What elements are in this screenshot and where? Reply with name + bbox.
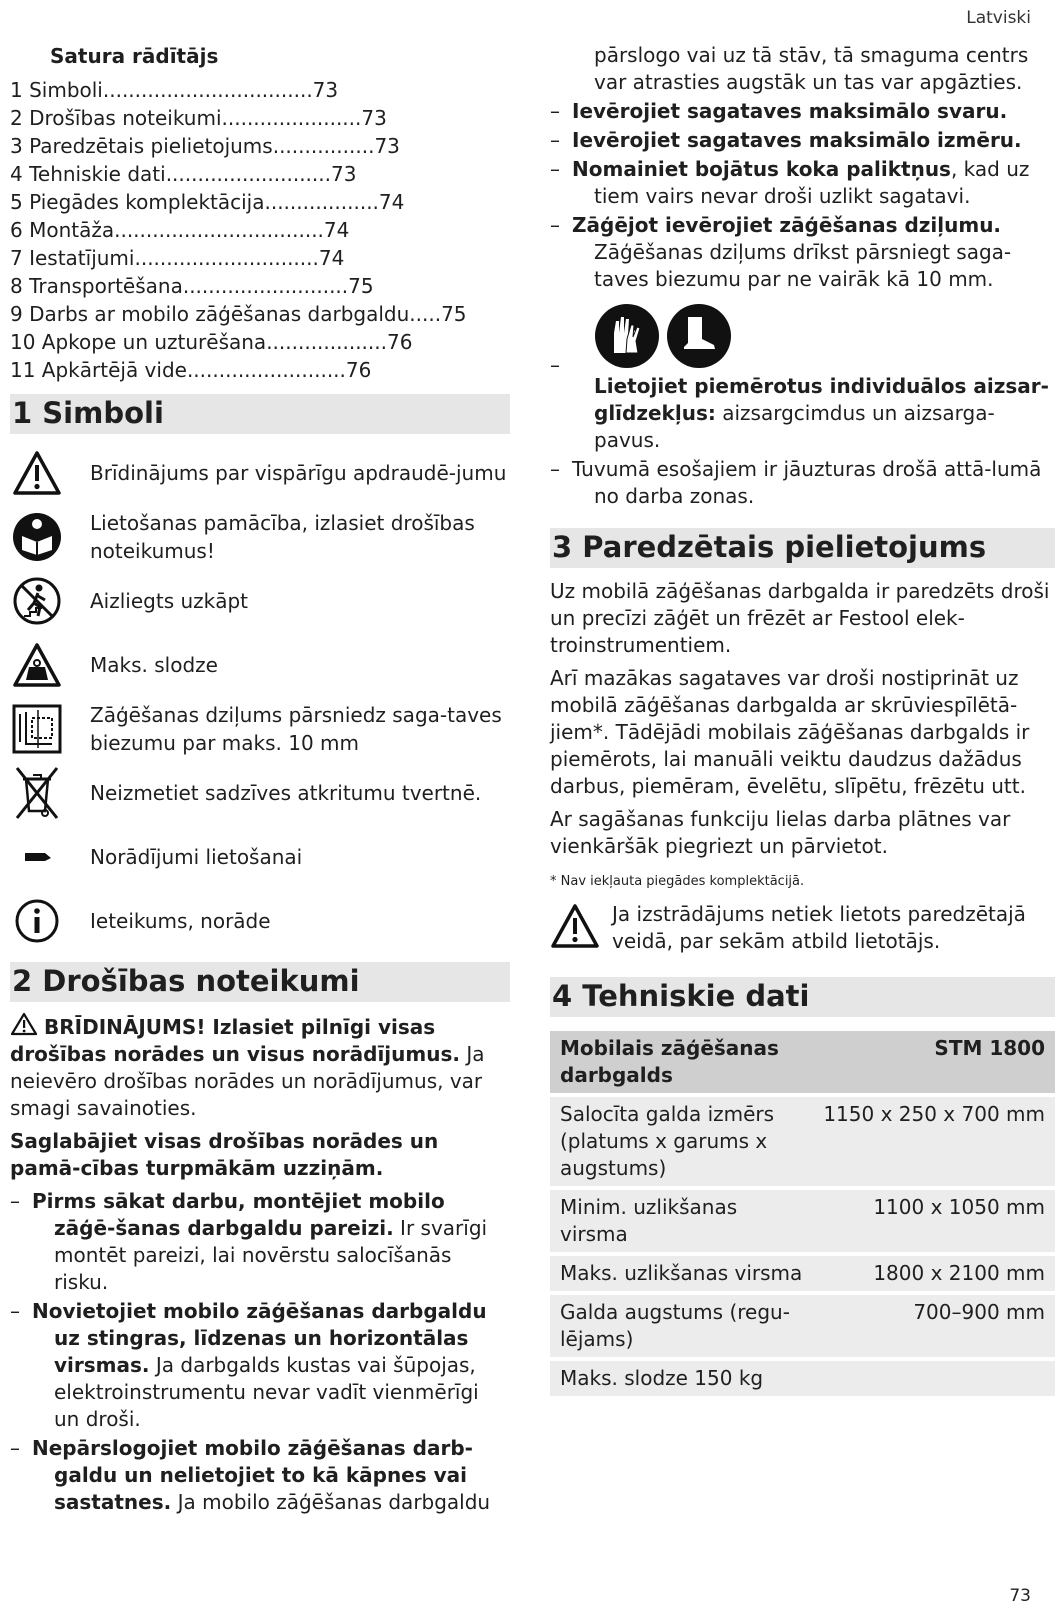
keep-instructions: Saglabājiet visas drošības norādes un pamā-cības turpmākām uzziņām. <box>10 1129 439 1180</box>
technical-data-table <box>550 1027 1055 1400</box>
list-item: – Ievērojiet sagataves maksimālo izmēru. <box>550 128 1022 152</box>
ppe-text: Lietojiet piemērotus individuālos aizsar-glīdzekļus: aizsargcimdus un aizsarga-pavus. <box>594 374 1049 452</box>
list-item: – Ievērojiet sagataves maksimālo svaru. <box>550 99 1008 123</box>
symbols-list <box>10 444 510 950</box>
paragraph: Uz mobilā zāģēšanas darbgalda ir paredzēts droši un precīzi zāģēt un frēzēt ar Festool elek-troinstrumentiem. <box>550 579 1050 657</box>
cut-depth-icon <box>10 700 64 758</box>
table-row: Minim. uzlikšanas virsma 1100 x 1050 mm <box>550 1190 1055 1252</box>
list-item: – Novietojiet mobilo zāģēšanas darbgaldu uz stingras, līdzenas un horizontālas virsmas. Ja darbgalds kustas vai šūpojas, elektroinstrumentu nevar vadīt vienmērīgi un droši. <box>10 1299 487 1431</box>
toc-entry: 4 Tehniskie dati..........................73 <box>10 162 357 186</box>
section-1-heading: 1 Simboli <box>10 394 510 434</box>
language-label: Latviski <box>966 8 1031 28</box>
warning-triangle-icon <box>10 1012 38 1036</box>
list-item: – Tuvumā esošajiem ir jāuzturas drošā attā-lumā no darba zonas. <box>550 457 1042 508</box>
toc-entry: 2 Drošības noteikumi......................73 <box>10 106 387 130</box>
symbol-row: Neizmetiet sadzīves atkritumu tvertnē. <box>10 764 510 822</box>
toc-entry: 8 Transportēšana..........................75 <box>10 274 374 298</box>
toc-entry: 3 Paredzētais pielietojums................73 <box>10 134 400 158</box>
paragraph: Arī mazākas sagataves var droši nostiprināt uz mobilā zāģēšanas darbgalda ar skrūviespīlētā-jiem*. Tādējādi mobilais zāģēšanas darbgalds ir piemērots, lai manuāli veiktu daudzus dažādus darbus, piemēram, ēvelētu, slīpētu, frēzētu utt. <box>550 666 1030 798</box>
toc-entry: 9 Darbs ar mobilo zāģēšanas darbgaldu.....75 <box>10 302 467 326</box>
list-item: – Zāģējot ievērojiet zāģēšanas dziļumu. Zāģēšanas dziļums drīkst pārsniegt saga-taves biezumu par ne vairāk kā 10 mm. <box>550 213 1012 291</box>
no-climbing-icon <box>10 572 64 630</box>
list-item: – Nomainiet bojātus koka paliktņus, kad uz tiem vairs nevar droši uzlikt sagatavi. <box>550 157 1030 208</box>
table-row: Salocīta galda izmērs (platums x garums x augstums) 1150 x 250 x 700 mm <box>550 1097 1055 1186</box>
warning-triangle-icon <box>550 903 600 949</box>
toc-title: Satura rādītājs <box>50 44 219 68</box>
page-number: 73 <box>1009 1586 1031 1606</box>
table-row: Galda augstums (regu-lējams) 700–900 mm <box>550 1295 1055 1357</box>
toc-entry: 6 Montāža.................................74 <box>10 218 350 242</box>
footnote: * Nav iekļauta piegādes komplektācijā. <box>550 874 805 889</box>
symbol-row: Ieteikums, norāde <box>10 892 510 950</box>
symbol-row: Lietošanas pamācība, izlasiet drošības noteikumus! <box>10 508 510 566</box>
max-load-icon <box>10 636 64 694</box>
section-2-heading: 2 Drošības noteikumi <box>10 962 510 1002</box>
crossed-bin-icon <box>10 764 64 822</box>
symbol-row: Norādījumi lietošanai <box>10 828 510 886</box>
info-icon <box>10 892 64 950</box>
read-manual-icon <box>10 508 64 566</box>
paragraph: Ar sagāšanas funkciju lielas darba plātnes var vienkāršāk piegriezt un pārvietot. <box>550 807 1011 858</box>
symbol-row: Aizliegts uzkāpt <box>10 572 510 630</box>
toc-entry: 7 Iestatījumi.............................74 <box>10 246 345 270</box>
list-item: – Nepārslogojiet mobilo zāģēšanas darb-galdu un nelietojiet to kā kāpnes vai sastatnes. Ja mobilo zāģēšanas darbgaldu <box>10 1436 491 1514</box>
right-column <box>550 42 1055 1400</box>
arrow-pointer-icon <box>10 828 64 886</box>
list-item: – Pirms sākat darbu, montējiet mobilo zāģē-šanas darbgaldu pareizi. Ir svarīgi montēt pareizi, lai novērstu salocīšanās risku. <box>10 1189 488 1294</box>
table-row: Maks. uzlikšanas virsma 1800 x 2100 mm <box>550 1256 1055 1291</box>
toc-entry: 11 Apkārtējā vide.........................76 <box>10 358 372 382</box>
symbol-row: Brīdinājums par vispārīgu apdraudē-jumu <box>10 444 510 502</box>
ppe-icons: – <box>550 303 1055 369</box>
toc-entry: 10 Apkope un uzturēšana...................76 <box>10 330 413 354</box>
safety-boots-icon <box>666 303 732 369</box>
table-of-contents <box>10 76 510 384</box>
warning-triangle-icon <box>10 444 64 502</box>
section-3-heading: 3 Paredzētais pielietojums <box>550 528 1055 568</box>
toc-entry: 1 Simboli.................................73 <box>10 78 339 102</box>
table-header-row: Mobilais zāģēšanas darbgalds STM 1800 <box>550 1031 1055 1093</box>
list-item-continuation: pārslogo vai uz tā stāv, tā smaguma centrs var atrasties augstāk un tas var apgāzties. <box>594 43 1029 94</box>
gloves-icon <box>594 303 660 369</box>
symbol-row: Zāģēšanas dziļums pārsniedz saga-taves biezumu par maks. 10 mm <box>10 700 510 758</box>
warning-paragraph: BRĪDINĀJUMS! Izlasiet pilnīgi visas drošības norādes un visus norādījumus. Ja neievēro drošības norādes un norādījumus, var smagi savainoties. <box>10 1012 510 1122</box>
warning-note: Ja izstrādājums netiek lietots paredzētajā veidā, par sekām atbild lietotājs. <box>550 901 1055 961</box>
toc-entry: 5 Piegādes komplektācija..................74 <box>10 190 405 214</box>
left-column <box>10 40 510 1518</box>
table-row: Maks. slodze 150 kg <box>550 1361 1055 1396</box>
section-4-heading: 4 Tehniskie dati <box>550 977 1055 1017</box>
symbol-row: Maks. slodze <box>10 636 510 694</box>
